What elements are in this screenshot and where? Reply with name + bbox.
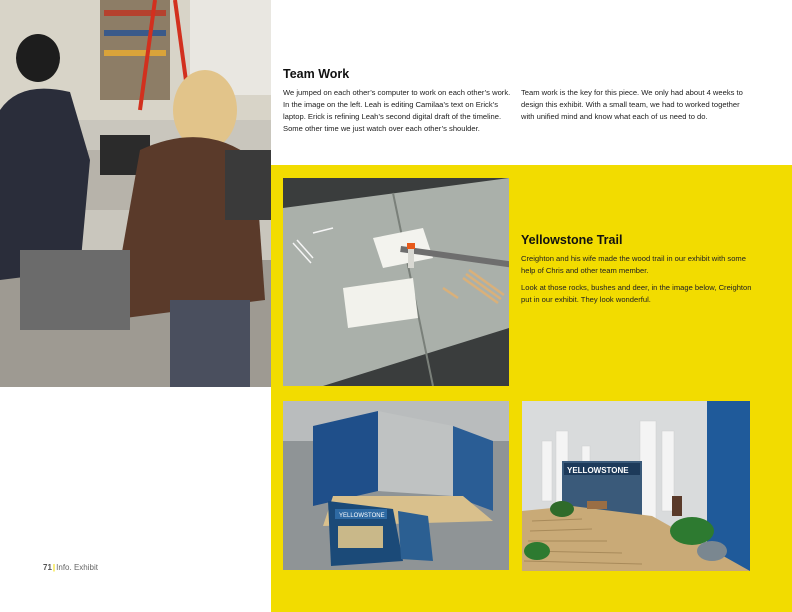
team-work-left-text bbox=[283, 87, 511, 140]
model-table-photo bbox=[283, 178, 509, 386]
yellowstone-paragraph-2: Look at those rocks, bushes and deer, in the image below, Creighton put in our exhibit. They look wonderful. bbox=[521, 283, 752, 304]
team-photo bbox=[0, 0, 271, 387]
team-work-right-text bbox=[521, 87, 743, 128]
book-title-text: YELLOWSTONE bbox=[339, 513, 385, 519]
team-work-left-paragraph: We jumped on each other’s computer to work on each other’s work. In the image on the left. Leah is editing Camilaa’s text on Erick’s laptop. Erick is refining Leah’s second digital draft of the timeline. Some other time we just watch over each other’s shoulder. bbox=[283, 88, 511, 133]
yellowstone-sign-text: YELLOWSTONE bbox=[567, 466, 629, 475]
footer-section: Info. Exhibit bbox=[56, 563, 98, 572]
page-footer bbox=[43, 563, 98, 572]
yellowstone-heading: Yellowstone Trail bbox=[521, 233, 623, 247]
yellowstone-text bbox=[521, 253, 753, 311]
yellowstone-paragraph-1: Creighton and his wife made the wood trail in our exhibit with some help of Chris and other team member. bbox=[521, 254, 746, 275]
page-number: 71 bbox=[43, 563, 52, 572]
trail-diorama-photo bbox=[522, 401, 750, 571]
team-work-right-paragraph: Team work is the key for this piece. We only had about 4 weeks to design this exhibit. With a small team, we had to worked together with unified mind and know what each of us need to do. bbox=[521, 88, 743, 121]
footer-separator: | bbox=[52, 563, 56, 572]
exhibit-model-photo bbox=[283, 401, 509, 570]
team-work-heading: Team Work bbox=[283, 67, 350, 81]
